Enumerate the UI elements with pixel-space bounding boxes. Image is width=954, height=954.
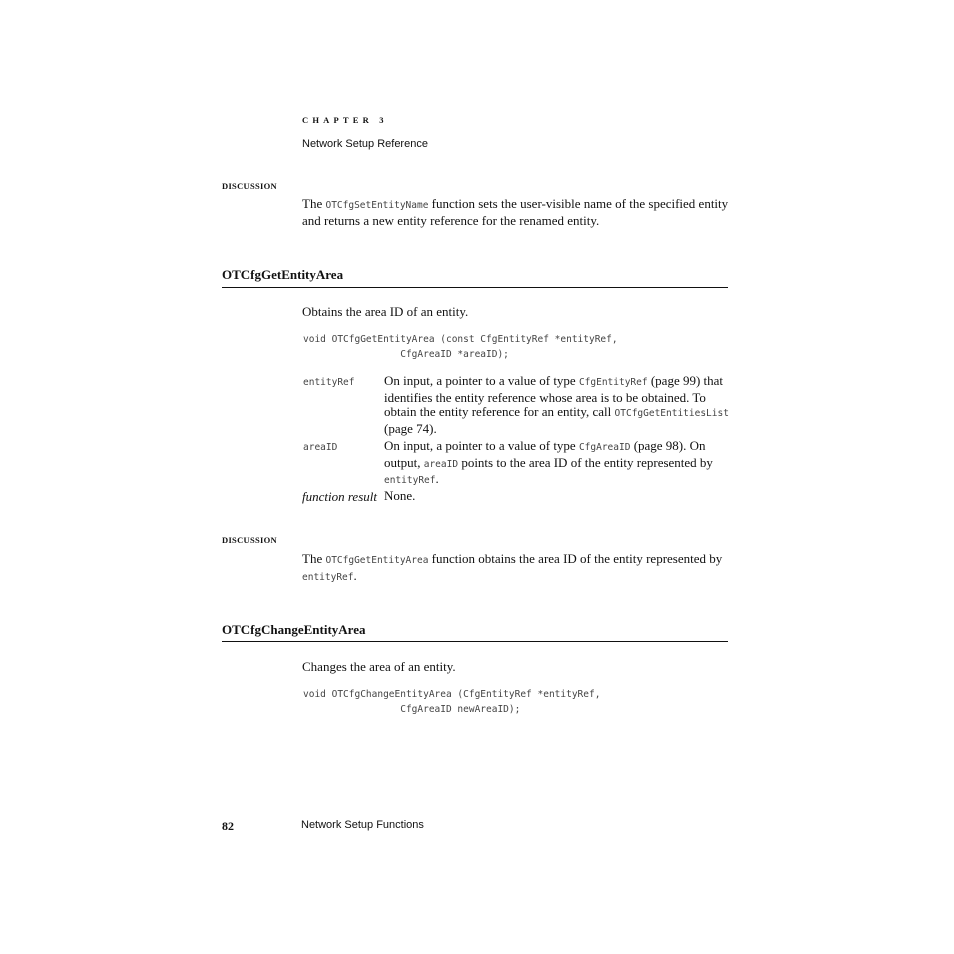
chapter-label: CHAPTER 3 bbox=[302, 115, 388, 125]
text: The bbox=[302, 196, 326, 211]
text: points to the area ID of the entity represented by bbox=[458, 454, 713, 470]
text: On input, a pointer to a value of type bbox=[384, 373, 579, 388]
code-line: void OTCfgGetEntityArea (const CfgEntityRef *entityRef, bbox=[303, 334, 618, 345]
function-declaration bbox=[303, 332, 618, 362]
text: (page 99) that identifies the entity reference whose area is to be obtained. To obtain the entity reference for an entity, call bbox=[384, 373, 724, 419]
text: (page 74). bbox=[384, 420, 437, 436]
text: function obtains the area ID of the entity represented by bbox=[428, 551, 723, 566]
text: function sets the user-visible name of the specified entity and returns a new entity reference for the renamed entity. bbox=[302, 196, 729, 228]
function-summary: Obtains the area ID of an entity. bbox=[302, 304, 469, 319]
code-term: entityRef bbox=[302, 572, 354, 583]
discussion-text bbox=[302, 551, 732, 585]
code-line: void OTCfgChangeEntityArea (CfgEntityRef *entityRef, bbox=[303, 689, 601, 700]
code-term: areaID bbox=[423, 458, 459, 470]
param-desc-entityref bbox=[384, 374, 729, 436]
code-term: CfgAreaID bbox=[578, 442, 631, 453]
discussion-text bbox=[302, 196, 732, 228]
running-header-title: Network Setup Reference bbox=[302, 138, 428, 150]
page-number: 82 bbox=[222, 819, 234, 833]
function-summary: Changes the area of an entity. bbox=[302, 659, 456, 674]
code-term: OTCfgGetEntitiesList bbox=[614, 408, 729, 419]
code-line: CfgAreaID newAreaID); bbox=[303, 704, 521, 715]
param-name-areaid: areaID bbox=[303, 442, 338, 453]
text: . bbox=[353, 568, 357, 583]
code-line: CfgAreaID *areaID); bbox=[303, 349, 509, 360]
text: On input, a pointer to a value of type bbox=[384, 438, 579, 453]
param-desc-areaid bbox=[384, 439, 729, 489]
discussion-label: DISCUSSION bbox=[222, 535, 277, 545]
function-result-label: function result bbox=[302, 489, 377, 504]
section-rule bbox=[222, 641, 728, 642]
code-term: CfgEntityRef bbox=[578, 377, 648, 388]
running-footer-title: Network Setup Functions bbox=[301, 819, 424, 831]
param-name-entityref: entityRef bbox=[303, 377, 355, 388]
code-term: OTCfgGetEntityArea bbox=[325, 555, 429, 566]
text: The bbox=[302, 551, 326, 566]
section-title-change-entity-area: OTCfgChangeEntityArea bbox=[222, 622, 366, 637]
text: . bbox=[435, 471, 439, 486]
function-declaration bbox=[303, 687, 600, 717]
section-rule bbox=[222, 287, 728, 288]
section-title-get-entity-area: OTCfgGetEntityArea bbox=[222, 267, 344, 282]
text: (page 98). On output, bbox=[384, 438, 706, 470]
code-term: entityRef bbox=[384, 475, 436, 486]
function-result-value: None. bbox=[384, 488, 416, 503]
code-term: OTCfgSetEntityName bbox=[325, 200, 429, 211]
discussion-label: DISCUSSION bbox=[222, 181, 277, 191]
